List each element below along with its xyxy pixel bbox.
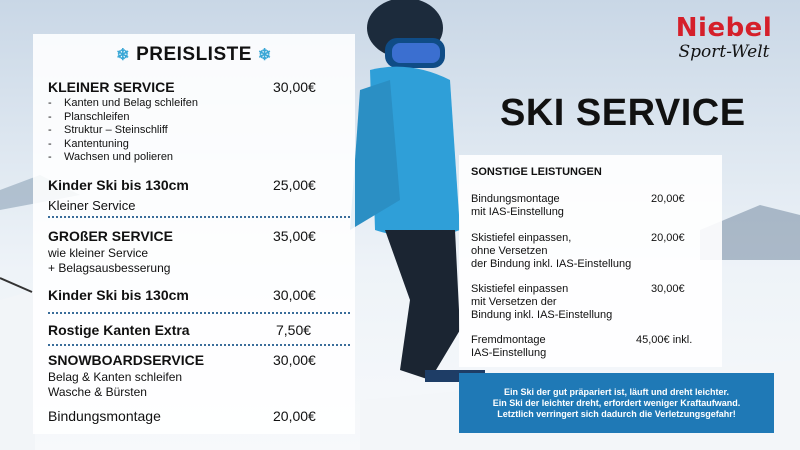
item-name: Kinder Ski bis 130cm [48, 287, 189, 303]
item-price: 45,00€ inkl. [636, 334, 693, 346]
other-service-item [471, 334, 716, 360]
item-line: mit IAS-Einstellung [471, 206, 564, 218]
item-name: Bindungsmontage [48, 408, 161, 424]
item-price: 30,00€ [273, 79, 316, 95]
footer-line: Ein Ski der leichter dreht, erfordert weniger Kraftaufwand. [492, 397, 741, 408]
other-service-item [471, 283, 716, 322]
divider [48, 312, 350, 314]
item-line: Fremdmontage [471, 334, 546, 346]
other-service-item [471, 232, 716, 271]
list-item: - Struktur – Steinschliff [48, 124, 198, 138]
item-sub: wie kleiner Service [48, 246, 149, 260]
price-list-panel [33, 34, 355, 434]
item-line: ohne Versetzen [471, 245, 548, 257]
rostige-kanten-row [48, 322, 338, 340]
kinder-grosser-row [48, 287, 338, 305]
other-services-title: SONSTIGE LEISTUNGEN [471, 166, 602, 178]
footer-line: Ein Ski der gut präpariert ist, läuft und dreht leichter. [503, 386, 730, 397]
item-line: IAS-Einstellung [471, 347, 547, 359]
item-price: 20,00€ [651, 232, 685, 244]
item-price: 30,00€ [273, 287, 316, 303]
list-item: - Kantentuning [48, 138, 198, 152]
item-name: GROßER SERVICE [48, 228, 173, 244]
brand-name: Niebel [675, 13, 773, 43]
snowflake-icon: ❄ [257, 47, 272, 64]
list-item: - Wachsen und polieren [48, 151, 198, 165]
list-item: - Kanten und Belag schleifen [48, 97, 198, 111]
footer-line: Letztlich verringert sich dadurch die Verletzungsgefahr! [497, 408, 736, 419]
page-title: SKI SERVICE [500, 92, 746, 134]
price-list-title-text: PREISLISTE [136, 44, 252, 65]
item-line: Skistiefel einpassen [471, 283, 569, 295]
item-price: 7,50€ [276, 322, 312, 338]
item-sub: Belag & Kanten schleifen [48, 370, 183, 384]
item-sub: Kleiner Service [48, 198, 136, 213]
bindungsmontage-row [48, 408, 338, 426]
snowflake-icon: ❄ [116, 47, 131, 64]
item-sub: + Belagsausbesserung [48, 261, 171, 275]
brand-logo [664, 14, 784, 62]
item-line: der Bindung inkl. IAS-Einstellung [471, 258, 632, 270]
item-price: 30,00€ [273, 352, 316, 368]
kleiner-service-row [48, 79, 338, 97]
price-list-title [33, 44, 355, 66]
other-services-panel [459, 155, 722, 367]
divider [48, 344, 350, 346]
item-price: 20,00€ [273, 408, 316, 424]
item-name: Rostige Kanten Extra [48, 322, 190, 338]
item-name: SNOWBOARDSERVICE [48, 352, 205, 368]
kleiner-service-list [48, 97, 198, 165]
other-service-item [471, 193, 716, 219]
brand-tagline: Sport-Welt [678, 42, 770, 62]
item-line: Bindungsmontage [471, 193, 560, 205]
item-price: 25,00€ [273, 177, 316, 193]
divider [48, 216, 350, 218]
item-price: 35,00€ [273, 228, 316, 244]
item-price: 20,00€ [651, 193, 685, 205]
kinder-kleiner-row [48, 177, 338, 213]
item-line: mit Versetzen der [471, 296, 557, 308]
item-name: Kinder Ski bis 130cm [48, 177, 189, 193]
item-line: Bindung inkl. IAS-Einstellung [471, 309, 613, 321]
item-sub: Wasche & Bürsten [48, 385, 147, 399]
snowboard-row [48, 352, 338, 400]
grosser-service-row [48, 228, 338, 276]
footer-note [459, 373, 774, 433]
item-price: 30,00€ [651, 283, 685, 295]
list-item: - Planschleifen [48, 111, 198, 125]
item-line: Skistiefel einpassen, [471, 232, 572, 244]
item-name: KLEINER SERVICE [48, 79, 175, 95]
